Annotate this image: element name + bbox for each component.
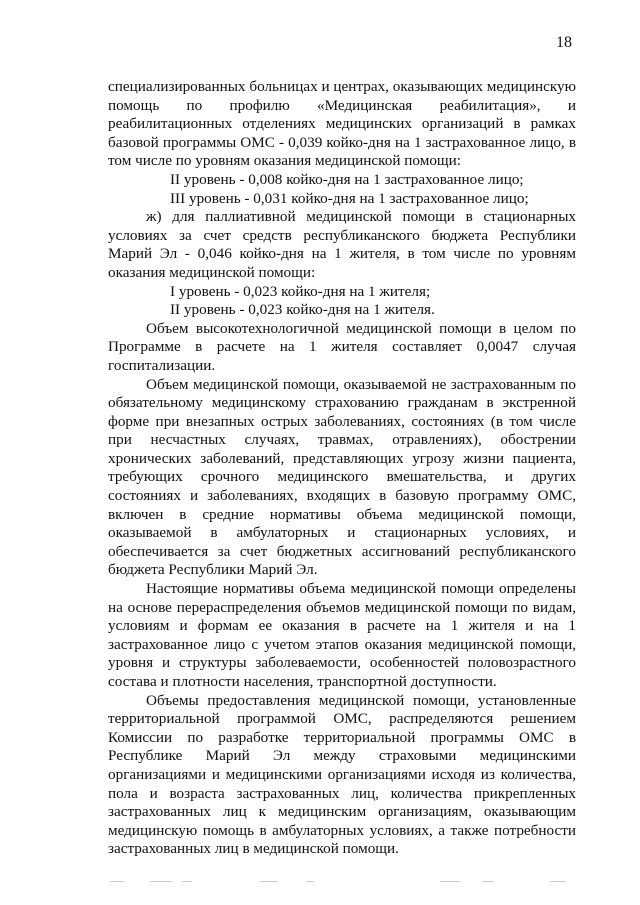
paragraph-norms-basis: Настоящие нормативы объема медицинской помощи определены на основе перераспределения объемов медицинской помощи по видам, условиям и формам ее оказания в расчете на 1 жителя и на 1 застрахованное лицо с учетом этапов оказания медицинской помощи, уровня и структуры заболеваемости, особенностей половозрастного состава и плотности населения, транспортной доступности. <box>108 580 576 690</box>
paragraph-level-1-palliative: I уровень - 0,023 койко-дня на 1 жителя; <box>170 282 431 300</box>
paragraph-high-tech-care: Объем высокотехнологичной медицинской помощи в целом по Программе в расчете на 1 жителя составляет 0,0047 случая госпитализации. <box>108 319 576 374</box>
paragraph-oms-distribution: Объемы предоставления медицинской помощи, установленные территориальной программой ОМС, распределяются решением Комиссии по разработке территориальной программы ОМС в Республике Марий Эл между страховыми медицинскими организациями и медицинскими организациями исходя из количества, пола и возраста застрахованных лиц, количества прикрепленных застрахованных лиц к медицинским организациям, оказывающим медицинскую помощь в амбулаторных условиях, а также потребности застрахованных лиц в медицинской помощи. <box>108 691 576 858</box>
page-number: 18 <box>556 34 572 51</box>
scan-artifact <box>110 878 580 886</box>
paragraph-level-2-rehab: II уровень - 0,008 койко-дня на 1 застрахованное лицо; <box>170 170 524 188</box>
paragraph-uninsured-care: Объем медицинской помощи, оказываемой не застрахованным по обязательному медицинскому страхованию гражданам в экстренной форме при внезапных острых заболеваниях, состояниях (в том числе при несчастных случаях, травмах, отравлениях), обострении хронических заболеваний, представляющих угрозу жизни пациента, требующих срочного медицинского вмешательства, и других состояниях и заболеваниях, входящих в базовую программу ОМС, включен в средние нормативы объема медицинской помощи, оказываемой в амбулаторных и стационарных условиях, и обеспечивается за счет бюджетных ассигнований республиканского бюджета Республики Марий Эл. <box>108 375 576 579</box>
paragraph-palliative: ж) для паллиативной медицинской помощи в стационарных условиях за счет средств республиканского бюджета Республики Марий Эл - 0,046 койко-дня на 1 жителя, в том числе по уровням оказания медицинской помощи: <box>108 208 576 281</box>
document-body <box>108 78 576 859</box>
paragraph-level-3-rehab: III уровень - 0,031 койко-дня на 1 застрахованное лицо; <box>170 189 529 207</box>
paragraph-rehab-continuation: специализированных больницах и центрах, оказывающих медицинскую помощь по профилю «Медицинская реабилитация», и реабилитационных отделениях медицинских организаций в рамках базовой программы ОМС - 0,039 койко-дня на 1 застрахованное лицо, в том числе по уровням оказания медицинской помощи: <box>108 78 576 170</box>
paragraph-level-2-palliative: II уровень - 0,023 койко-дня на 1 жителя. <box>170 301 435 319</box>
